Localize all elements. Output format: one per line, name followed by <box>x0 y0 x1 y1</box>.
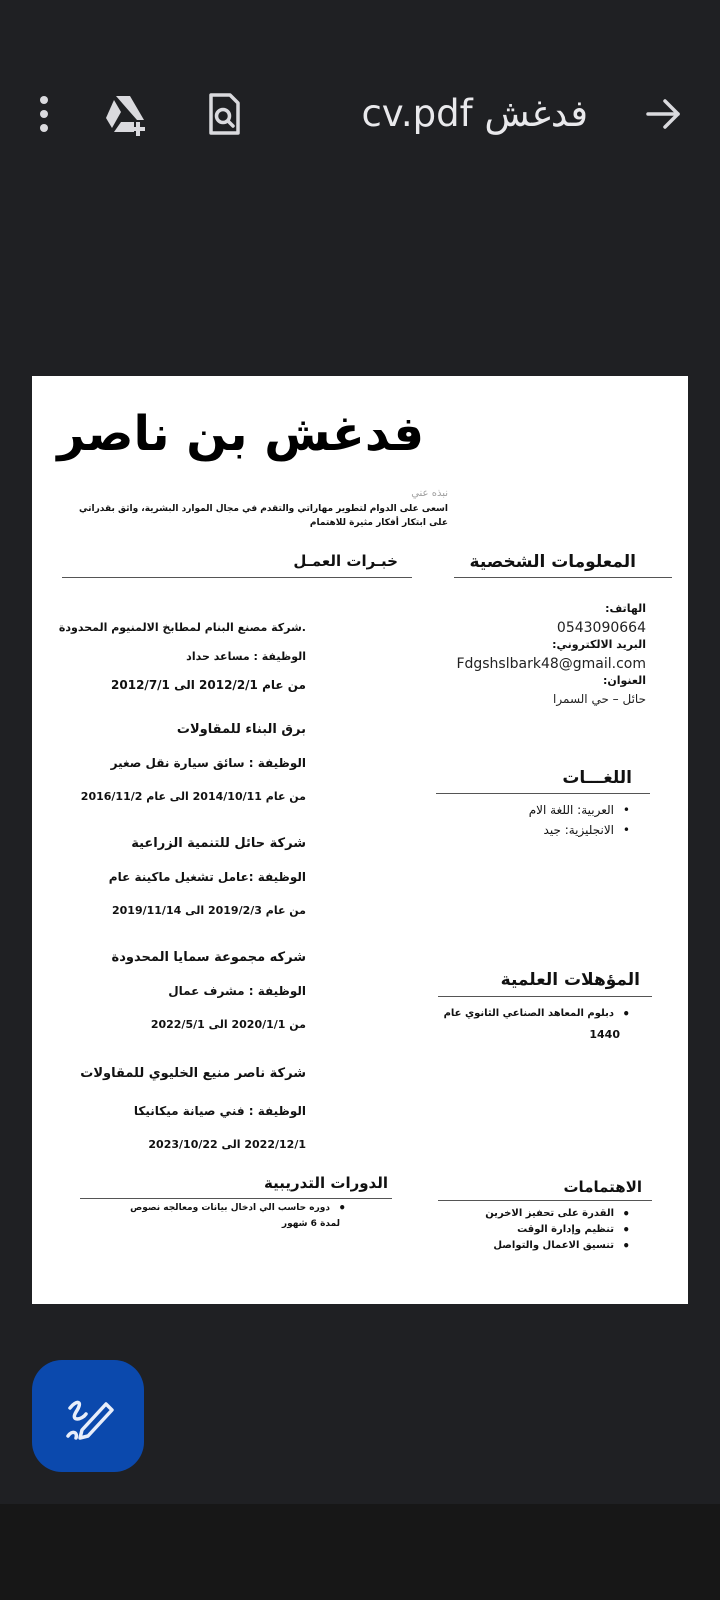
phone-value: 0543090664 <box>556 620 646 636</box>
list-item: • دبلوم المعاهد الصناعي الثانوي عام <box>444 1004 630 1024</box>
edit-fab-button[interactable] <box>32 1360 144 1472</box>
qualifications-title: المؤهلات العلمية <box>500 970 640 990</box>
list-item: • تنظيم وإدارة الوقت <box>485 1222 630 1238</box>
personal-info-title: المعلومات الشخصية <box>469 552 636 572</box>
job-role: الوظيفة : مشرف عمال <box>168 984 306 998</box>
bio-label: نبذه عني <box>411 488 448 499</box>
interests-title: الاهتمامات <box>563 1178 642 1196</box>
edit-pen-icon <box>32 1360 144 1472</box>
pdf-page[interactable] <box>32 376 688 1304</box>
list-item: • تنسيق الاعمال والتواصل <box>485 1238 630 1254</box>
back-button[interactable] <box>642 92 686 136</box>
job-company: شركة ناصر منيع الخليوي للمقاولات <box>80 1066 306 1081</box>
languages-divider <box>436 793 650 794</box>
drive-add-icon <box>104 92 152 136</box>
job-date: من 2020/1/1 الى 2022/5/1 <box>150 1018 306 1031</box>
list-item: • القدرة على تحفيز الاخرين <box>485 1206 630 1222</box>
job-role: الوظيفة : مساعد حداد <box>186 650 306 663</box>
languages-list <box>529 800 630 840</box>
qualification-year: 1440 <box>589 1028 620 1041</box>
save-to-drive-button[interactable] <box>104 92 152 136</box>
interests-list <box>485 1206 630 1254</box>
system-navigation-bar <box>0 1504 720 1600</box>
file-title: فدغش cv.pdf <box>361 92 588 135</box>
languages-title: اللغـــات <box>562 768 632 788</box>
more-vert-icon <box>30 92 58 136</box>
job-date: من عام 2019/2/3 الى 2019/11/14 <box>111 904 306 917</box>
courses-title: الدورات التدريبية <box>263 1174 388 1192</box>
experience-divider <box>62 577 412 578</box>
job-company: .شركة مصنع البنام لمطابخ الالمنيوم المحدودة <box>58 621 306 634</box>
courses-list <box>130 1200 346 1216</box>
list-item: • الانجليزية: جيد <box>529 820 630 840</box>
job-date: من عام 2014/10/11 الى عام 2016/11/2 <box>80 790 306 803</box>
more-options-button[interactable] <box>30 92 58 136</box>
cv-name-heading: فدغش بن ناصر <box>57 406 424 462</box>
job-company: شركه مجموعة سمايا المحدودة <box>111 950 306 965</box>
address-value: حائل – حي السمرا <box>553 692 646 706</box>
job-date: 2022/12/1 الى 2023/10/22 <box>148 1138 306 1151</box>
job-role: الوظيفة : فني صيانة ميكانيكا <box>133 1104 306 1118</box>
job-role: الوظيفة :عامل تشغيل ماكينة عام <box>108 870 306 884</box>
job-date: من عام 2012/2/1 الى 2012/7/1 <box>111 678 306 692</box>
job-role: الوظيفة : سائق سيارة نقل صغير <box>110 756 306 770</box>
interests-divider <box>438 1200 652 1201</box>
phone-label: الهاتف: <box>605 602 646 615</box>
personal-info-divider <box>454 577 672 578</box>
address-label: العنوان: <box>602 674 646 687</box>
qualifications-list <box>444 1004 630 1024</box>
course-duration: لمدة 6 شهور <box>281 1219 340 1229</box>
arrow-forward-icon <box>642 92 686 136</box>
email-value: Fdgshslbark48@gmail.com <box>456 656 646 672</box>
bio-text: اسعى على الدوام لتطوير مهاراتي والتقدم في مجال الموارد البشرية، واثق بقدراتي على ابتكار أفكار مثيرة للاهتمام <box>79 504 448 528</box>
email-label: البريد الالكتروني: <box>552 638 646 651</box>
find-in-page-icon <box>202 92 246 136</box>
job-company: برق البناء للمقاولات <box>176 722 306 737</box>
find-in-page-button[interactable] <box>202 92 246 136</box>
list-item: • العربية: اللغة الام <box>529 800 630 820</box>
experience-title: خبـرات العمـل <box>293 552 398 570</box>
top-toolbar <box>0 0 720 230</box>
courses-divider <box>80 1198 392 1199</box>
qualifications-divider <box>438 996 652 997</box>
list-item: • دوره حاسب الي ادخال بيانات ومعالجه نصوص <box>130 1200 346 1216</box>
job-company: شركة حائل للتنمية الزراعية <box>131 836 306 851</box>
